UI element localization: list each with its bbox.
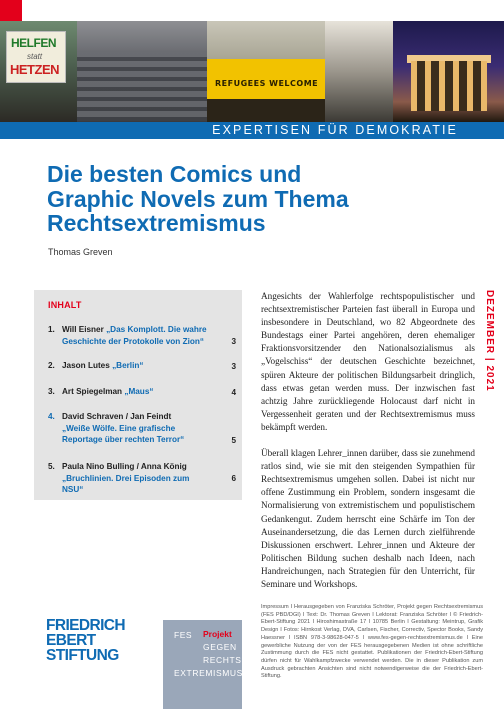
toc-item-author: Will Eisner [62,325,107,334]
toc-item-text [62,461,212,496]
toc-item-work: „Bruchlinien. Drei Episoden zum NSU“ [62,473,190,494]
project-line-extremismus: EXTREMISMUS [174,668,243,678]
toc-item-page: 3 [231,336,236,346]
body-text [261,290,475,604]
toc-item-number: 2. [48,361,55,370]
publication-date: DEZEMBER | 2021 [484,290,495,392]
header-photo-strip [0,21,504,122]
author-name: Thomas Greven [48,247,113,257]
toc-item-author: Paula Nino Bulling / Anna König [62,462,187,471]
toc-item-author: Art Spiegelman [62,387,125,396]
body-paragraph-2: Überall klagen Lehrer_innen darüber, dass sie zunehmend ratlos sind, wie sie mit den steigenden Sympathien für Rechtsextremismus umgehen sollen. Dabei ist nicht nur offene Zustimmung ein Problem, sondern insgesamt die Normalisierung von extremistischem und populistischem Gedankengut. Zudem herrscht eine Schärfe im Ton der Auseinandersetzung, die das Lernen durch zielführende Diskussionen erschwert. Lehrer_innen und Akteure der Politischen Bildung suchen deshalb nach Ideen, nach Handreichungen, nach Strategien für den Unterricht, für Seminare und Workshops. [261,448,475,589]
toc-item[interactable] [48,324,236,347]
toc-item-page: 6 [231,473,236,483]
toc-item[interactable] [48,386,236,398]
sign-text-statt: statt [27,52,43,61]
photo-demonstration-sign [0,21,77,122]
toc-item-text [62,411,212,446]
series-title: EXPERTISEN FÜR DEMOKRATIE [212,123,458,137]
toc-item-page: 5 [231,435,236,445]
toc-item-number: 3. [48,387,55,396]
toc-item-author: David Schraven / Jan Feindt [62,412,172,421]
photo-brandenburg-gate [393,21,504,122]
title-line-3: Rechtsextremismus [47,210,266,236]
photo-parliament [77,21,207,122]
project-logo-box [163,620,242,709]
toc-item-number: 4. [48,412,55,421]
photo-building [325,21,393,122]
logo-line-2: EBERT [46,632,96,649]
toc-item-work: „Maus“ [124,387,154,396]
table-of-contents [34,290,242,500]
document-title [47,162,387,236]
protest-sign [6,31,66,83]
sign-text-hetzen: HETZEN [10,62,59,77]
red-corner-block [0,0,22,21]
fes-logo [46,618,138,663]
logo-line-1: FRIEDRICH [46,617,125,634]
toc-item-text [62,324,212,347]
project-label: Projekt [203,629,232,639]
toc-item-number: 5. [48,462,55,471]
body-paragraph-1: Angesichts der Wahlerfolge rechtspopulistischer und rechtsextremistischer Parteien fast überall in Europa und insbesondere in Deutschland, wo 82 Abgeordnete des Bundestags einer Partei angehören, deren ehemaliger Fraktionsvorsitzender den Nationalsozialismus als „Vogelschiss“ der deutschen Geschichte bezeichnet, spüren Akteure der politischen Bildungsarbeit dringlich, dass etwas getan werden muss. Der inzwischen fast achtzig Jahre zurückliegende Holocaust darf nicht in Vergessenheit geraten und der Rechtsextremismus muss bekämpft werden. [261,291,475,432]
toc-item-work: „Das Komplott. Die wahre Geschichte der Protokolle von Zion“ [62,325,207,346]
series-band [0,122,504,139]
toc-item-page: 4 [231,387,236,397]
photo-refugees-welcome-banner [207,21,325,122]
project-fes-label: FES [174,630,193,640]
toc-item[interactable] [48,411,236,446]
banner-text: REFUGEES WELCOME [215,79,319,88]
title-line-1: Die besten Comics und [47,161,302,187]
toc-item-text [62,386,212,398]
toc-item-author: Jason Lutes [62,361,113,370]
imprint-text: Impressum I Herausgegeben von Franziska Schröter, Projekt gegen Rechtsextremismus (FES PBD/DGI) I Text: Dr. Thomas Greven I Lektorat: Franziska Schröter I © Friedrich-Ebert-Stiftung 2021 I Hiroshimastraße 17 I 10785 Berlin I Gestaltung: Meintrup, Grafik Design I Fotos: Hirnkost Verlag, DVA, Carlsen, Fischer, Correctiv, Spector Books, Sandy Haessner I ISBN 978-3-98628-047-5 I www.fes-gegen-rechtsextremismus.de I Eine gewerbliche Nutzung der von der FES herausgegebenen Medien ist ohne schriftliche Zustimmung durch die FES nicht gestattet. Publikationen der Friedrich-Ebert-Stiftung dürfen nicht für Wahlkampfzwecke verwendet werden. Die in dieser Publikation zum Ausdruck gebrachten Ansichten sind nicht notwendigerweise die der Friedrich-Ebert-Stiftung. [261,604,483,680]
title-line-2: Graphic Novels zum Thema [47,185,349,212]
sign-text-helfen: HELFEN [11,36,56,50]
toc-item-page: 3 [231,361,236,371]
logo-line-3: STIFTUNG [46,647,119,664]
toc-item-number: 1. [48,325,55,334]
project-line-gegen: GEGEN [203,642,237,652]
toc-item-text [62,360,212,372]
toc-item-work: „Weiße Wölfe. Eine grafische Reportage über rechten Terror“ [62,423,185,444]
toc-item-work: „Berlin“ [112,361,144,370]
toc-item[interactable] [48,461,236,494]
toc-heading: INHALT [48,300,82,310]
project-line-rechts: RECHTS [203,655,242,665]
toc-item[interactable] [48,360,236,372]
